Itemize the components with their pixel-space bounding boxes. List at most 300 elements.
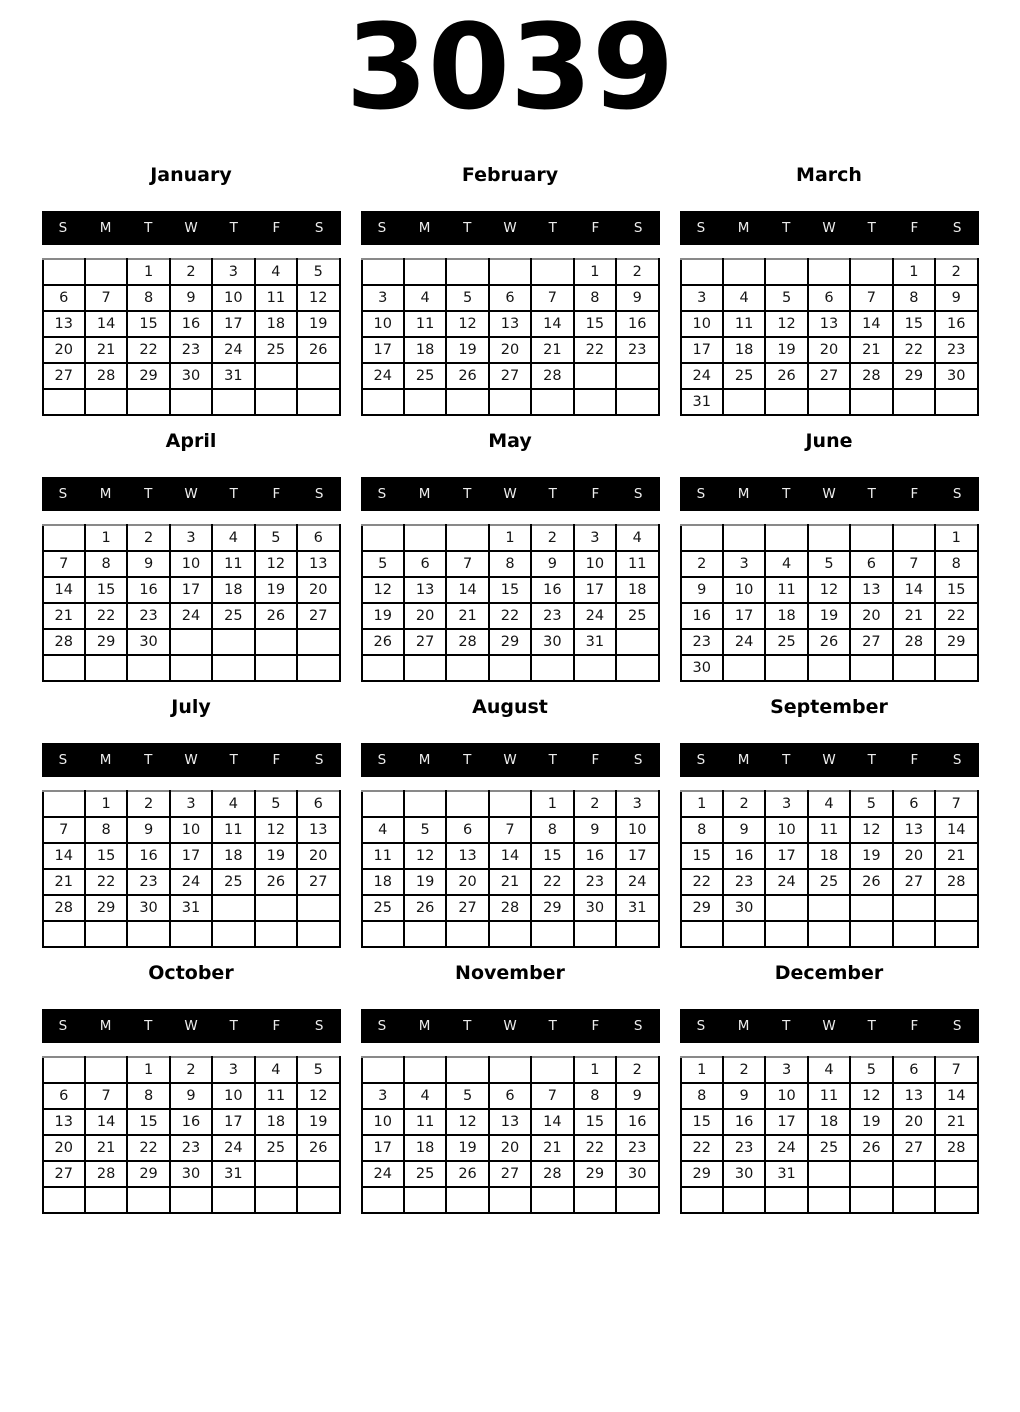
day-cell: 18 [765,603,807,629]
day-cell: 17 [170,577,212,603]
month-title: September [770,696,888,718]
empty-cell [723,389,765,415]
day-cell: 10 [362,1109,404,1135]
empty-cell [935,895,977,921]
day-cell: 7 [43,551,85,577]
months-grid [0,164,1020,1214]
day-cell: 24 [170,869,212,895]
week-row [43,869,340,895]
weekday-label: S [696,220,706,236]
day-cell: 30 [723,1161,765,1187]
day-cell: 21 [893,603,935,629]
month-title: June [805,430,853,452]
weekday-header-bar [42,211,341,245]
day-cell: 13 [43,1109,85,1135]
day-cell: 24 [170,603,212,629]
day-cell: 17 [574,577,616,603]
day-cell: 8 [85,817,127,843]
empty-cell [723,921,765,947]
empty-cell [723,525,765,551]
weekday-label: W [503,220,517,236]
week-row [43,655,340,681]
day-cell: 22 [127,337,169,363]
empty-cell [43,1187,85,1213]
week-row [43,1109,340,1135]
day-cell: 24 [362,1161,404,1187]
day-cell: 25 [404,363,446,389]
empty-cell [362,921,404,947]
weekday-label: S [633,752,643,768]
empty-cell [255,1161,297,1187]
day-cell: 2 [531,525,573,551]
day-cell: 31 [616,895,658,921]
empty-cell [170,629,212,655]
empty-cell [297,629,339,655]
day-cell: 5 [850,1057,892,1083]
day-cell: 19 [446,337,488,363]
weekday-label: W [503,1018,517,1034]
day-cell: 22 [85,869,127,895]
day-cell: 12 [404,843,446,869]
empty-cell [404,259,446,285]
month-october [42,962,341,1214]
empty-cell [850,389,892,415]
day-cell: 9 [616,285,658,311]
day-cell: 8 [127,285,169,311]
dates-grid [361,1056,660,1214]
day-cell: 14 [85,1109,127,1135]
weekday-label: T [867,220,876,236]
day-cell: 25 [723,363,765,389]
weekday-label: S [952,220,962,236]
day-cell: 23 [170,337,212,363]
day-cell: 17 [616,843,658,869]
week-row [43,525,340,551]
month-title: April [165,430,217,452]
weekday-label: T [867,752,876,768]
day-cell: 29 [127,363,169,389]
weekday-label: F [910,752,919,768]
day-cell: 25 [212,869,254,895]
week-row [681,791,978,817]
day-cell: 23 [170,1135,212,1161]
day-cell: 7 [446,551,488,577]
day-cell: 23 [127,603,169,629]
day-cell: 23 [127,869,169,895]
day-cell: 8 [574,285,616,311]
weekday-label: T [782,486,791,502]
day-cell: 25 [808,869,850,895]
month-title: February [461,164,559,186]
empty-cell [446,655,488,681]
empty-cell [850,1187,892,1213]
day-cell: 8 [531,817,573,843]
day-cell: 2 [935,259,977,285]
day-cell: 29 [531,895,573,921]
week-row [681,551,978,577]
empty-cell [489,791,531,817]
day-cell: 21 [489,869,531,895]
dates-grid [680,790,979,948]
empty-cell [616,921,658,947]
weekday-label: F [910,1018,919,1034]
weekday-label: M [737,1018,750,1034]
day-cell: 21 [446,603,488,629]
weekday-label: T [548,220,557,236]
empty-cell [893,1161,935,1187]
day-cell: 17 [212,311,254,337]
week-row [362,285,659,311]
empty-cell [362,389,404,415]
empty-cell [850,525,892,551]
day-cell: 29 [85,895,127,921]
day-cell: 10 [212,1083,254,1109]
week-row [43,337,340,363]
day-cell: 15 [681,1109,723,1135]
empty-cell [170,921,212,947]
day-cell: 13 [808,311,850,337]
week-row [43,577,340,603]
empty-cell [808,1187,850,1213]
day-cell: 15 [85,843,127,869]
week-row [362,363,659,389]
weekday-label: T [782,220,791,236]
empty-cell [446,259,488,285]
day-cell: 7 [85,285,127,311]
week-row [43,817,340,843]
day-cell: 17 [681,337,723,363]
day-cell: 16 [616,311,658,337]
week-row [362,1187,659,1213]
day-cell: 28 [43,895,85,921]
day-cell: 19 [297,1109,339,1135]
day-cell: 14 [893,577,935,603]
dates-grid [680,524,979,682]
empty-cell [531,1187,573,1213]
day-cell: 10 [616,817,658,843]
weekday-label: F [591,752,600,768]
day-cell: 23 [616,1135,658,1161]
weekday-label: M [737,220,750,236]
day-cell: 22 [574,1135,616,1161]
day-cell: 17 [765,1109,807,1135]
week-row [43,895,340,921]
day-cell: 19 [255,843,297,869]
empty-cell [362,1187,404,1213]
week-row [362,817,659,843]
weekday-header-bar [361,211,660,245]
day-cell: 6 [850,551,892,577]
week-row [362,1161,659,1187]
dates-grid [42,524,341,682]
day-cell: 23 [531,603,573,629]
day-cell: 18 [212,843,254,869]
day-cell: 7 [531,1083,573,1109]
weekday-label: T [144,1018,153,1034]
empty-cell [808,1161,850,1187]
empty-cell [212,629,254,655]
day-cell: 12 [255,817,297,843]
empty-cell [489,655,531,681]
day-cell: 13 [297,817,339,843]
week-row [362,921,659,947]
weekday-label: T [144,486,153,502]
day-cell: 27 [43,1161,85,1187]
week-row [43,363,340,389]
empty-cell [255,363,297,389]
empty-cell [531,389,573,415]
day-cell: 14 [531,1109,573,1135]
day-cell: 25 [255,1135,297,1161]
empty-cell [85,655,127,681]
empty-cell [212,921,254,947]
week-row [43,1057,340,1083]
day-cell: 26 [362,629,404,655]
day-cell: 20 [297,843,339,869]
empty-cell [297,1161,339,1187]
empty-cell [765,389,807,415]
weekday-label: S [633,220,643,236]
day-cell: 20 [446,869,488,895]
day-cell: 2 [127,791,169,817]
day-cell: 21 [85,1135,127,1161]
weekday-label: M [737,486,750,502]
empty-cell [127,655,169,681]
weekday-label: S [633,486,643,502]
empty-cell [808,525,850,551]
day-cell: 23 [616,337,658,363]
week-row [362,337,659,363]
weekday-label: T [463,752,472,768]
day-cell: 2 [127,525,169,551]
month-april [42,430,341,682]
day-cell: 10 [765,1083,807,1109]
day-cell: 11 [765,577,807,603]
day-cell: 19 [446,1135,488,1161]
day-cell: 27 [297,869,339,895]
week-row [681,285,978,311]
day-cell: 8 [681,1083,723,1109]
empty-cell [404,389,446,415]
day-cell: 15 [127,311,169,337]
dates-grid [361,524,660,682]
day-cell: 13 [893,1083,935,1109]
week-row [43,603,340,629]
year-title: 3039 [345,0,675,136]
month-title: July [171,696,211,718]
day-cell: 30 [127,629,169,655]
weekday-label: S [314,752,324,768]
day-cell: 6 [43,285,85,311]
weekday-label: S [633,1018,643,1034]
day-cell: 4 [765,551,807,577]
weekday-label: W [822,752,836,768]
week-row [43,1187,340,1213]
day-cell: 9 [723,817,765,843]
day-cell: 1 [127,1057,169,1083]
day-cell: 31 [681,389,723,415]
day-cell: 21 [850,337,892,363]
day-cell: 19 [850,843,892,869]
day-cell: 26 [850,869,892,895]
day-cell: 12 [297,285,339,311]
empty-cell [85,1187,127,1213]
day-cell: 28 [531,363,573,389]
day-cell: 28 [85,363,127,389]
weekday-label: W [503,486,517,502]
day-cell: 27 [893,1135,935,1161]
day-cell: 11 [255,1083,297,1109]
day-cell: 8 [893,285,935,311]
month-june [680,430,979,682]
week-row [43,629,340,655]
empty-cell [616,655,658,681]
empty-cell [531,655,573,681]
empty-cell [850,655,892,681]
day-cell: 8 [127,1083,169,1109]
day-cell: 10 [170,551,212,577]
day-cell: 6 [404,551,446,577]
day-cell: 11 [808,1083,850,1109]
day-cell: 1 [85,525,127,551]
empty-cell [765,525,807,551]
day-cell: 20 [489,337,531,363]
day-cell: 21 [531,1135,573,1161]
empty-cell [212,1187,254,1213]
day-cell: 21 [531,337,573,363]
weekday-label: M [418,752,431,768]
day-cell: 22 [531,869,573,895]
day-cell: 4 [404,285,446,311]
day-cell: 15 [531,843,573,869]
week-row [43,285,340,311]
day-cell: 26 [808,629,850,655]
day-cell: 11 [255,285,297,311]
empty-cell [362,791,404,817]
weekday-label: S [696,752,706,768]
day-cell: 18 [808,843,850,869]
day-cell: 5 [255,525,297,551]
day-cell: 1 [127,259,169,285]
empty-cell [893,655,935,681]
weekday-label: M [99,752,112,768]
weekday-label: F [591,220,600,236]
day-cell: 15 [893,311,935,337]
empty-cell [297,1187,339,1213]
empty-cell [531,259,573,285]
week-row [43,311,340,337]
empty-cell [212,655,254,681]
day-cell: 26 [446,1161,488,1187]
day-cell: 2 [616,1057,658,1083]
day-cell: 5 [297,1057,339,1083]
day-cell: 3 [212,259,254,285]
weekday-label: M [99,220,112,236]
empty-cell [489,259,531,285]
day-cell: 2 [681,551,723,577]
day-cell: 17 [723,603,765,629]
day-cell: 22 [681,869,723,895]
weekday-label: T [782,752,791,768]
day-cell: 3 [616,791,658,817]
day-cell: 28 [531,1161,573,1187]
day-cell: 18 [723,337,765,363]
day-cell: 5 [255,791,297,817]
day-cell: 4 [212,791,254,817]
day-cell: 25 [404,1161,446,1187]
day-cell: 18 [404,1135,446,1161]
empty-cell [362,259,404,285]
weekday-label: T [463,1018,472,1034]
day-cell: 27 [489,1161,531,1187]
day-cell: 12 [808,577,850,603]
day-cell: 16 [616,1109,658,1135]
day-cell: 25 [765,629,807,655]
day-cell: 3 [170,791,212,817]
week-row [362,1057,659,1083]
week-row [681,577,978,603]
weekday-header-bar [42,477,341,511]
dates-grid [42,258,341,416]
empty-cell [893,921,935,947]
empty-cell [255,921,297,947]
day-cell: 27 [893,869,935,895]
day-cell: 20 [404,603,446,629]
weekday-label: F [910,220,919,236]
empty-cell [935,1187,977,1213]
empty-cell [489,389,531,415]
day-cell: 3 [212,1057,254,1083]
day-cell: 16 [531,577,573,603]
day-cell: 3 [765,1057,807,1083]
week-row [43,1135,340,1161]
empty-cell [404,1187,446,1213]
day-cell: 16 [723,843,765,869]
empty-cell [362,655,404,681]
day-cell: 23 [723,1135,765,1161]
weekday-header-bar [680,211,979,245]
day-cell: 10 [574,551,616,577]
weekday-label: T [548,1018,557,1034]
week-row [681,311,978,337]
day-cell: 20 [808,337,850,363]
empty-cell [893,895,935,921]
day-cell: 4 [255,259,297,285]
day-cell: 11 [404,311,446,337]
empty-cell [723,1187,765,1213]
month-title: August [472,696,548,718]
day-cell: 28 [489,895,531,921]
empty-cell [85,389,127,415]
day-cell: 27 [489,363,531,389]
day-cell: 24 [212,337,254,363]
weekday-label: T [548,752,557,768]
weekday-label: T [229,752,238,768]
week-row [681,1135,978,1161]
weekday-label: W [184,486,198,502]
day-cell: 27 [43,363,85,389]
day-cell: 12 [297,1083,339,1109]
month-title: December [774,962,884,984]
week-row [681,843,978,869]
day-cell: 24 [362,363,404,389]
week-row [43,389,340,415]
day-cell: 6 [297,525,339,551]
day-cell: 22 [935,603,977,629]
day-cell: 4 [362,817,404,843]
empty-cell [85,1057,127,1083]
week-row [681,1161,978,1187]
